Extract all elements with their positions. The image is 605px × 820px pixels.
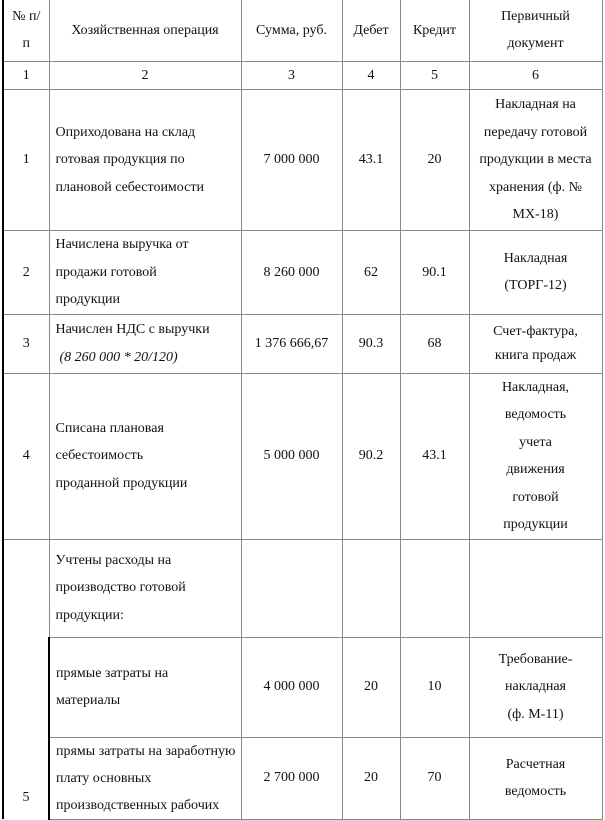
row-num: 4 bbox=[3, 373, 49, 539]
row-debit: 90.3 bbox=[342, 314, 400, 373]
row-document: Расчетная ведомость bbox=[469, 737, 602, 819]
row-num: 1 bbox=[3, 90, 49, 231]
row-credit: 43.1 bbox=[400, 373, 469, 539]
row-credit-empty bbox=[400, 539, 469, 637]
operation-note: (8 260 000 * 20/120) bbox=[59, 349, 178, 365]
row-num: 3 bbox=[3, 314, 49, 373]
col-number: 1 bbox=[3, 61, 49, 90]
row-debit: 20 bbox=[342, 737, 400, 819]
row-num: 5 bbox=[3, 539, 49, 819]
table-row bbox=[3, 231, 602, 315]
header-amount: Сумма, руб. bbox=[241, 0, 342, 61]
table-row bbox=[3, 314, 602, 373]
row-document: Накладная (ТОРГ-12) bbox=[469, 231, 602, 315]
col-number: 5 bbox=[400, 61, 469, 90]
row-document: Счет-фактура, книга продаж bbox=[469, 314, 602, 373]
header-row bbox=[3, 0, 602, 61]
row-amount: 4 000 000 bbox=[241, 637, 342, 737]
row-operation bbox=[49, 314, 241, 373]
row-credit: 90.1 bbox=[400, 231, 469, 315]
row-credit: 70 bbox=[400, 737, 469, 819]
row-credit: 20 bbox=[400, 90, 469, 231]
header-num: № п/п bbox=[3, 0, 49, 61]
row-credit: 10 bbox=[400, 637, 469, 737]
col-number: 4 bbox=[342, 61, 400, 90]
header-operation: Хозяйственная операция bbox=[49, 0, 241, 61]
row-amount: 1 376 666,67 bbox=[241, 314, 342, 373]
row-document: Накладная на передачу готовой продукции в места хранения (ф. № МХ-18) bbox=[469, 90, 602, 231]
table-subrow bbox=[3, 637, 602, 737]
row-num: 2 bbox=[3, 231, 49, 315]
row-document: Накладная, ведомость учета движения готовой продукции bbox=[469, 373, 602, 539]
row-operation: Начислена выручка от продажи готовой продукции bbox=[49, 231, 241, 315]
operation-text: Начислен НДС с выручки bbox=[55, 322, 210, 337]
table-row bbox=[3, 539, 602, 637]
header-credit: Кредит bbox=[400, 0, 469, 61]
row-document-empty bbox=[469, 539, 602, 637]
row-document: Требование-накладная (ф. М-11) bbox=[469, 637, 602, 737]
row-operation: Учтены расходы на производство готовой продукции: bbox=[49, 539, 241, 637]
row-amount: 8 260 000 bbox=[241, 231, 342, 315]
row-operation: прямы затраты на заработную плату основных производственных рабочих bbox=[49, 737, 241, 819]
row-operation: Списана плановая себестоимость проданной продукции bbox=[49, 373, 241, 539]
row-debit-empty bbox=[342, 539, 400, 637]
row-debit: 43.1 bbox=[342, 90, 400, 231]
row-amount-empty bbox=[241, 539, 342, 637]
table-subrow bbox=[3, 737, 602, 819]
header-debit: Дебет bbox=[342, 0, 400, 61]
header-document: Первичный документ bbox=[469, 0, 602, 61]
col-number: 3 bbox=[241, 61, 342, 90]
row-operation: Оприходована на склад готовая продукция по плановой себестоимости bbox=[49, 90, 241, 231]
row-debit: 90.2 bbox=[342, 373, 400, 539]
row-credit: 68 bbox=[400, 314, 469, 373]
column-numbers-row bbox=[3, 61, 602, 90]
row-debit: 20 bbox=[342, 637, 400, 737]
row-amount: 7 000 000 bbox=[241, 90, 342, 231]
row-operation: прямые затраты на материалы bbox=[49, 637, 241, 737]
table-row bbox=[3, 90, 602, 231]
row-amount: 5 000 000 bbox=[241, 373, 342, 539]
transactions-table bbox=[2, 0, 603, 820]
table-row bbox=[3, 373, 602, 539]
col-number: 2 bbox=[49, 61, 241, 90]
row-amount: 2 700 000 bbox=[241, 737, 342, 819]
row-debit: 62 bbox=[342, 231, 400, 315]
col-number: 6 bbox=[469, 61, 602, 90]
